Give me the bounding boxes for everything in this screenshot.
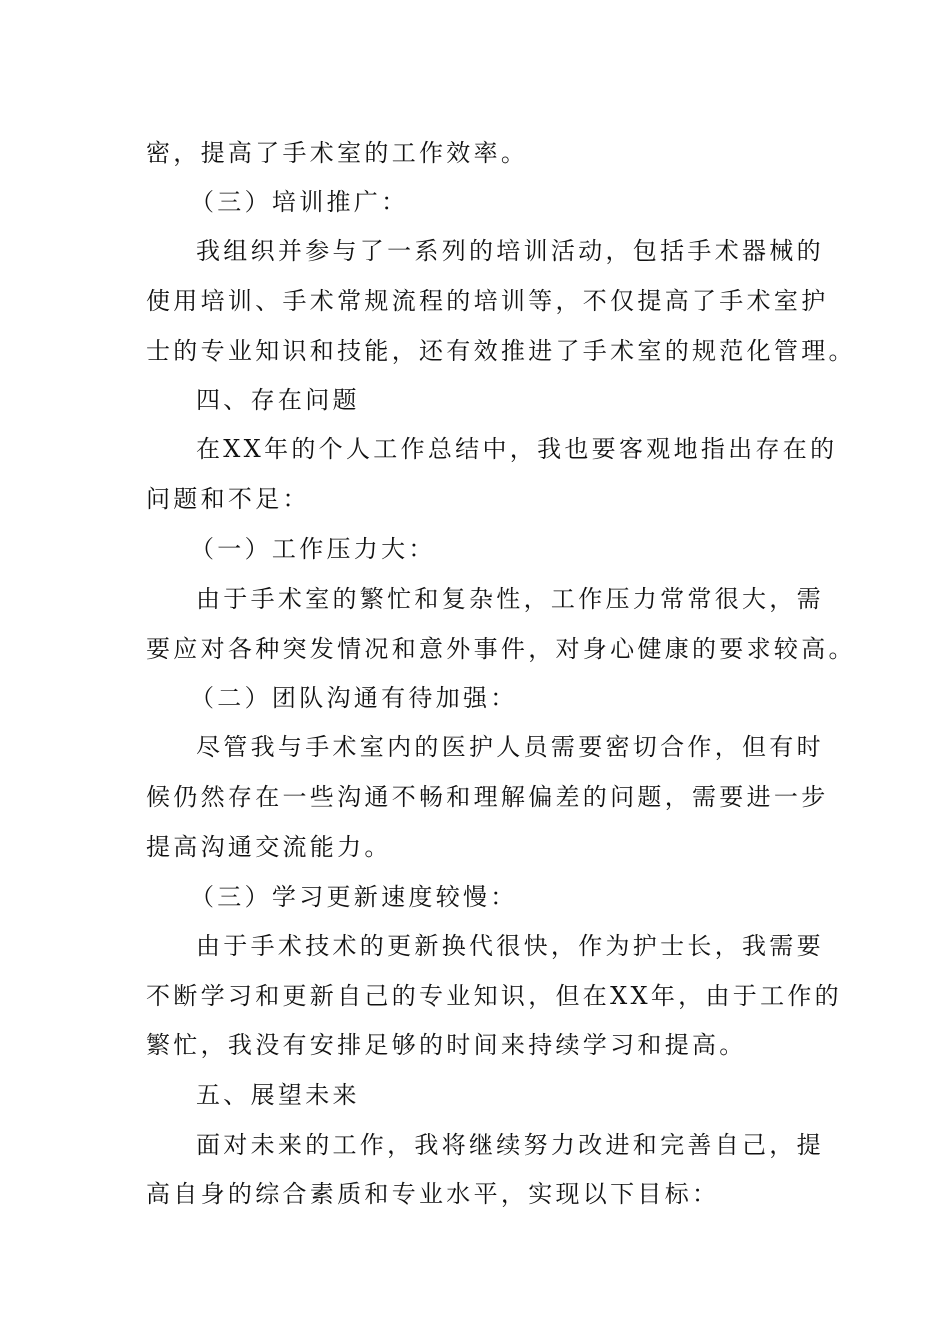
text-line-17: 由于手术技术的更新换代很快，作为护士长，我需要 xyxy=(196,932,824,960)
text-line-9: （一）工作压力大： xyxy=(190,535,436,563)
text-line-12: （二）团队沟通有待加强： xyxy=(190,684,518,712)
text-line-5: 士的专业知识和技能，还有效推进了手术室的规范化管理。 xyxy=(146,337,856,365)
text-line-6: 四、存在问题 xyxy=(196,386,360,414)
text-line-15: 提高沟通交流能力。 xyxy=(146,833,392,861)
text-line-8: 问题和不足： xyxy=(146,485,310,513)
text-line-18: 不断学习和更新自己的专业知识，但在XX年，由于工作的 xyxy=(146,982,842,1010)
text-line-3: 我组织并参与了一系列的培训活动，包括手术器械的 xyxy=(196,237,824,265)
text-line-21: 面对未来的工作，我将继续努力改进和完善自己，提 xyxy=(196,1131,824,1159)
text-line-7: 在XX年的个人工作总结中，我也要客观地指出存在的 xyxy=(196,435,838,463)
text-line-13: 尽管我与手术室内的医护人员需要密切合作，但有时 xyxy=(196,733,824,761)
text-line-1: 密，提高了手术室的工作效率。 xyxy=(146,139,529,167)
text-line-14: 候仍然存在一些沟通不畅和理解偏差的问题，需要进一步 xyxy=(146,783,829,811)
text-line-11: 要应对各种突发情况和意外事件，对身心健康的要求较高。 xyxy=(146,635,856,663)
text-line-4: 使用培训、手术常规流程的培训等，不仅提高了手术室护 xyxy=(146,287,829,315)
text-line-16: （三）学习更新速度较慢： xyxy=(190,883,518,911)
text-line-10: 由于手术室的繁忙和复杂性，工作压力常常很大，需 xyxy=(196,585,824,613)
text-line-2: （三）培训推广： xyxy=(190,188,409,216)
text-line-19: 繁忙，我没有安排足够的时间来持续学习和提高。 xyxy=(146,1031,747,1059)
text-line-20: 五、展望未来 xyxy=(196,1081,360,1109)
text-line-22: 高自身的综合素质和专业水平，实现以下目标： xyxy=(146,1180,720,1208)
